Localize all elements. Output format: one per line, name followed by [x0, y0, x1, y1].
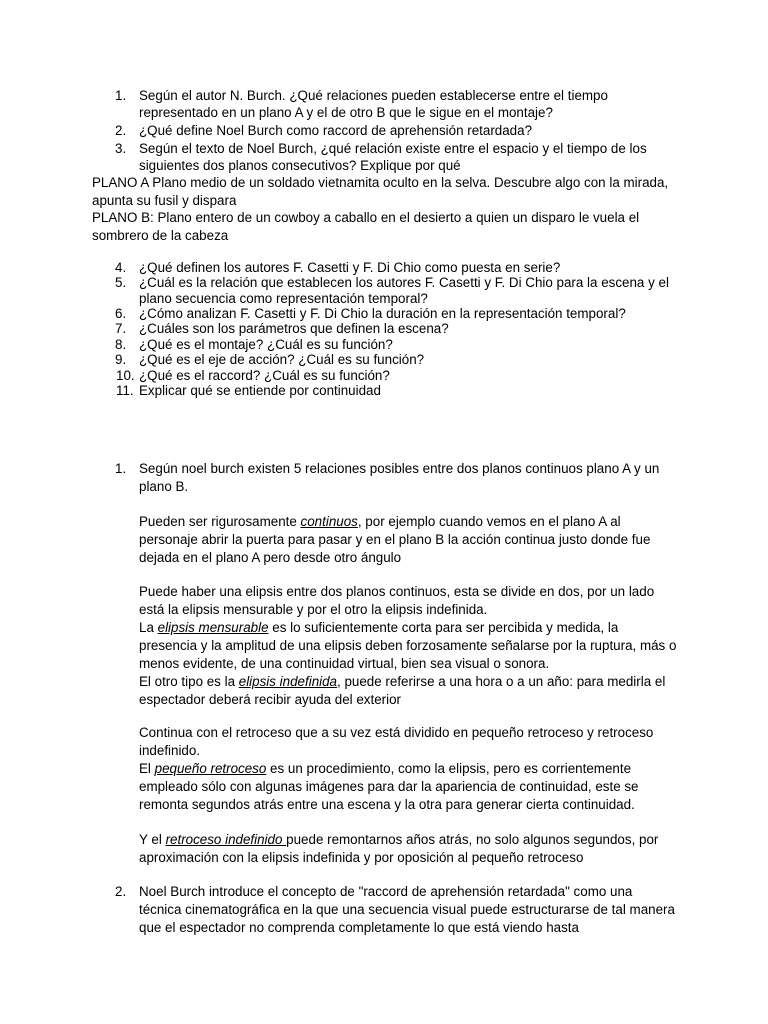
term-continuos: continuos [300, 514, 358, 529]
question-number: 3. [115, 141, 127, 156]
question-number: 10. [116, 368, 135, 383]
question-number: 11. [116, 383, 134, 398]
term-pequeno-retroceso: pequeño retroceso [154, 761, 267, 776]
question-text: ¿Qué es el raccord? ¿Cuál es su función? [139, 368, 390, 383]
question-11 [116, 383, 669, 399]
text-run: La [139, 620, 158, 635]
answer-1-continuos [139, 513, 677, 567]
pequeno-retroceso-paragraph [139, 760, 677, 814]
elipsis-indefinida-paragraph [139, 673, 677, 709]
text-line: Continua con el retroceso que a su vez está dividido en pequeño retroceso y retroceso indefinido. [139, 725, 654, 758]
question-7 [115, 321, 669, 337]
text-run: El otro tipo es la [139, 674, 239, 689]
question-1 [115, 87, 669, 121]
term-elipsis-indefinida: elipsis indefinida [238, 674, 338, 689]
question-number: 1. [115, 88, 127, 103]
elipsis-mensurable-paragraph [139, 619, 677, 673]
term-retroceso-indefinido: retroceso indefinido [165, 832, 287, 847]
question-number: 7. [115, 321, 127, 336]
term-elipsis-mensurable: elipsis mensurable [157, 620, 269, 635]
text-run: El [139, 761, 155, 776]
question-text: Según el texto de Noel Burch, ¿qué relación existe entre el espacio y el tiempo de los siguientes dos planos consecutivos? Explique por qué [139, 141, 647, 173]
question-10 [116, 368, 669, 384]
question-5 [115, 275, 669, 306]
text-run: Y el [139, 832, 166, 847]
question-number: 5. [115, 275, 127, 290]
answer-number: 1. [115, 461, 127, 476]
question-number: 9. [115, 352, 127, 367]
question-3 [115, 140, 669, 174]
question-text: Explicar qué se entiende por continuidad [139, 383, 381, 398]
question-2 [115, 122, 669, 139]
question-number: 8. [115, 337, 127, 352]
text-line: Puede haber una elipsis entre dos planos continuos, esta se divide en dos, por un lado está la elipsis mensurable y por el otro la elipsis indefinida. [139, 584, 655, 617]
question-text: ¿Qué es el eje de acción? ¿Cuál es su función? [139, 352, 425, 367]
text-run: Pueden ser rigurosamente [139, 514, 301, 529]
text-run: , por ejemplo cuando vemos en el plano A al personaje abrir la puerta para pasar y en el plano B la acción continua justo donde fue dejada en el plano A pero desde otro ángulo [139, 514, 651, 565]
question-text: ¿Qué define Noel Burch como raccord de aprehensión retardada? [139, 123, 533, 138]
question-text: ¿Cuáles son los parámetros que definen la escena? [139, 321, 449, 336]
plano-a-description: PLANO A Plano medio de un soldado vietnamita oculto en la selva. Descubre algo con la mirada, apunta su fusil y dispara [92, 175, 669, 208]
text-run: es lo suficientemente corta para ser percibida y medida, la presencia y la amplitud de una elipsis deben forzosamente señalarse por la ruptura, más o menos evidente, de una continuidad virtual, bien sea visual o sonora. [139, 620, 677, 671]
question-text: ¿Qué es el montaje? ¿Cuál es su función? [139, 337, 393, 352]
answer-1-retroceso [139, 724, 677, 814]
question-number: 2. [115, 123, 127, 138]
answer-1-elipsis [139, 583, 677, 709]
question-4 [115, 260, 669, 276]
question-6 [115, 306, 669, 322]
text-run: puede remontarnos años atrás, no solo algunos segundos, por aproximación con la elipsis indefinida y por oposición al pequeño retroceso [139, 832, 659, 865]
question-text: ¿Cómo analizan F. Casetti y F. Di Chio la duración en la representación temporal? [139, 306, 626, 321]
question-number: 6. [115, 306, 127, 321]
question-text: ¿Cuál es la relación que establecen los autores F. Casetti y F. Di Chio para la escena y el plano secuencia como representación temporal? [139, 275, 669, 306]
answer-number: 2. [115, 884, 127, 899]
question-text: ¿Qué definen los autores F. Casetti y F. Di Chio como puesta en serie? [139, 260, 561, 275]
text-run: , puede referirse a una hora o a un año: para medirla el espectador deberá recibir ayuda del exterior [139, 674, 666, 707]
answer-1-intro [115, 460, 677, 496]
answer-2 [115, 883, 677, 937]
question-8 [115, 337, 669, 353]
question-text: Según el autor N. Burch. ¿Qué relaciones pueden establecerse entre el tiempo representado en un plano A y el de otro B que le sigue en el montaje? [139, 88, 608, 120]
answer-1-retroceso-indefinido [139, 831, 677, 867]
plano-b-description: PLANO B: Plano entero de un cowboy a caballo en el desierto a quien un disparo le vuela el sombrero de la cabeza [92, 210, 640, 243]
question-9 [115, 352, 669, 368]
question-number: 4. [115, 260, 127, 275]
answer-text: Según noel burch existen 5 relaciones posibles entre dos planos continuos plano A y un plano B. [139, 461, 660, 494]
answer-text: Noel Burch introduce el concepto de "raccord de aprehensión retardada" como una técnica cinematográfica en la que una secuencia visual puede estructurarse de tal manera que el espectador no comprenda completamente lo que está viendo hasta [139, 884, 675, 935]
text-run: es un procedimiento, como la elipsis, pero es corrientemente empleado sólo con algunas imágenes para dar la apariencia de continuidad, este se remonta segundos atrás entre una escena y la otra para generar cierta continuidad. [139, 761, 639, 812]
